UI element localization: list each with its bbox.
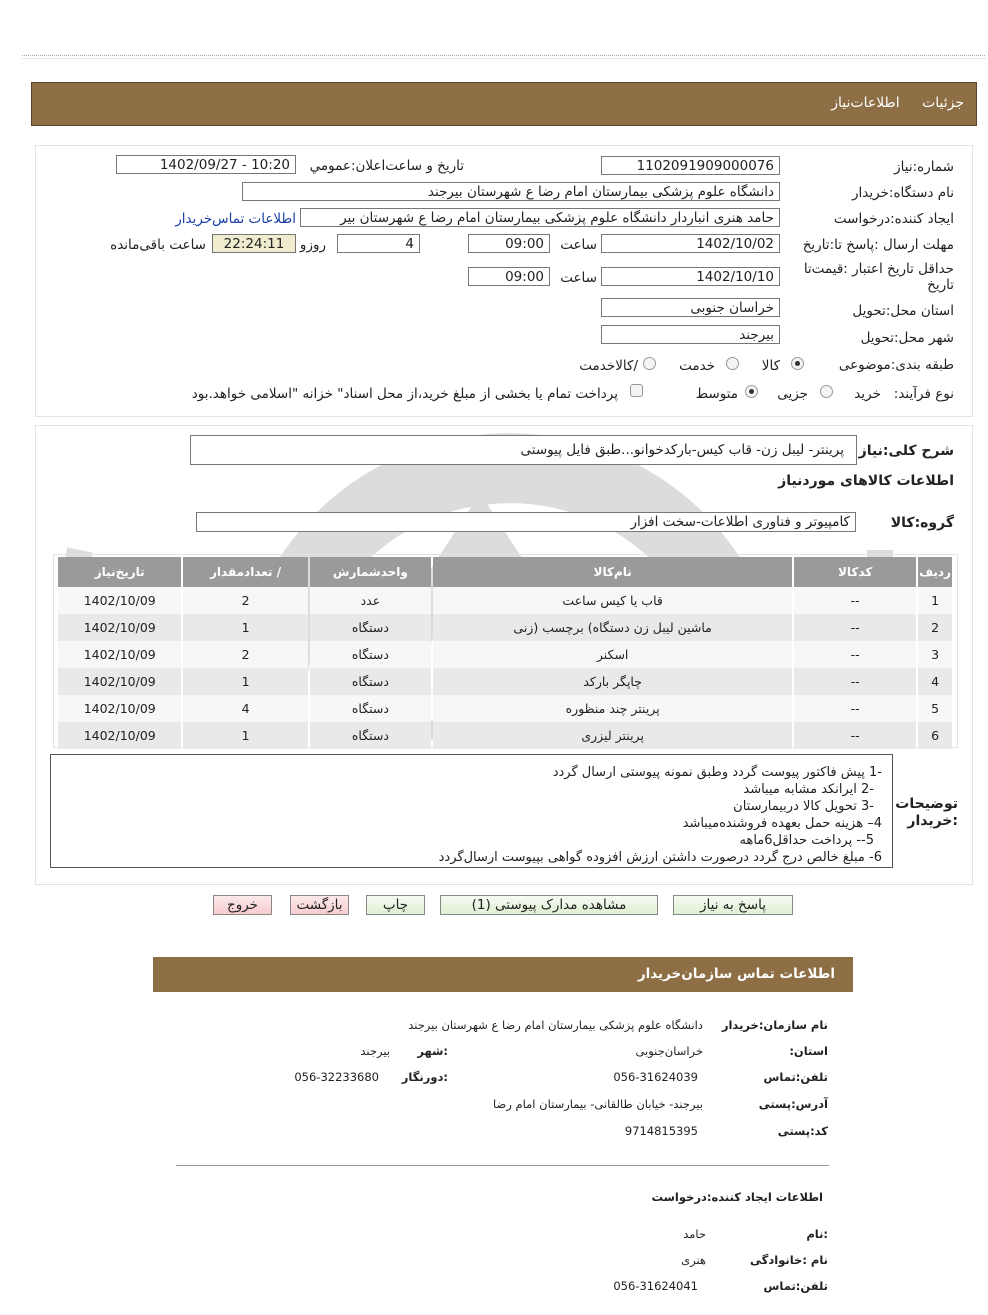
cell-date: 1402/10/09 [58,641,181,668]
cell-qty: 2 [183,641,307,668]
cell-qty: 2 [183,587,307,614]
contact-city-label: :شهر [417,1044,448,1058]
cell-name: پرینتر لیزری [433,722,792,749]
cell-name: اسکنر [433,641,792,668]
process-label: نوع فرآیند: خرید [854,386,954,402]
table-row [58,695,952,722]
reply-button[interactable]: پاسخ به نیاز [673,895,793,915]
cell-code: -- [794,695,916,722]
cell-code: -- [794,668,916,695]
deadline-label: مهلت ارسال :پاسخ تا:تاریخ [802,237,954,253]
deadline-time-field: 09:00 [468,234,550,253]
cell-name: پرینتر چند منظوره [433,695,792,722]
cell-code: -- [794,722,916,749]
goods-group-label: گروه:کالا [890,515,954,531]
buyer-field: دانشگاه علوم پزشکی بیمارستان امام رضا ع شهرستان بیرجند [242,182,780,201]
validity-label: حداقل تاریخ اعتبار :قیمت‌تا تاریخ [803,261,954,293]
cell-date: 1402/10/09 [58,614,181,641]
cell-unit: دستگاه [310,668,431,695]
table-row [58,587,952,614]
buyer-note-line: 6- مبلغ خالص درج گردد درصورت داشتن ارزش افزوده گواهی بپیوست ارسال‌گردد [438,850,882,865]
creator-info-title: اطلاعات ایجاد کننده:درخواست [651,1190,823,1204]
cell-row: 3 [918,641,952,668]
creator-phone-value: 056-31624041 [613,1279,698,1293]
treasury-payment-checkbox[interactable] [630,384,643,397]
tab-need-info[interactable]: اطلاعات‌نیاز [831,95,900,111]
cell-row: 6 [918,722,952,749]
category-goods-label: کالا [761,358,780,374]
buyer-note-line: -3 تحویل کالا دربیمارستان [733,799,874,814]
buyer-note-line: 5-- پرداخت حداقل6ماهه [739,833,874,848]
cell-name: چاپگر بارکد [433,668,792,695]
col-qty: / تعدادمقدار [183,557,307,587]
cell-unit: دستگاه [310,722,431,749]
cell-code: -- [794,641,916,668]
category-goods-service-label: /کالاخدمت [579,358,638,374]
contact-divider [176,1165,829,1166]
print-button[interactable]: چاپ [366,895,425,915]
cell-name: ماشین لیبل زن دستگاه) برچسب (زنی [433,614,792,641]
process-partial-radio[interactable] [820,385,833,398]
need-number-label: شماره:نیاز [894,159,954,175]
summary-field: پرینتر- لیبل زن- قاب کیس-بارکدخوانو...طبق فایل پیوستی [190,435,857,465]
contact-postal-value: 9714815395 [624,1124,698,1138]
cell-row: 2 [918,614,952,641]
col-code: کدکالا [794,557,916,587]
cell-row: 4 [918,668,952,695]
cell-code: -- [794,614,916,641]
cell-qty: 4 [183,695,307,722]
cell-date: 1402/10/09 [58,668,181,695]
cell-row: 5 [918,695,952,722]
buyer-note-line: -2 ایرانکد مشابه میباشد [743,782,874,797]
cell-unit: دستگاه [310,695,431,722]
cell-unit: دستگاه [310,614,431,641]
goods-info-title: اطلاعات کالاهای مورد‌نیاز [778,473,954,489]
need-number-field: 1102091909000076 [601,156,780,175]
cell-date: 1402/10/09 [58,587,181,614]
buyer-label: نام دستگاه:خریدار [851,185,954,201]
days-field: 4 [337,234,420,253]
cell-row: 1 [918,587,952,614]
creator-phone-label: تلفن:تماس [763,1279,828,1293]
remaining-time-field: 22:24:11 [212,234,296,253]
view-attachments-button[interactable]: مشاهده مدارک پیوستی (1) [440,895,658,915]
creator-label: ایجاد کننده:درخواست [833,211,954,227]
province-field: خراسان جنوبی [601,298,780,317]
tab-details[interactable]: جزئیات [922,95,964,111]
contact-postal-label: کد:پستی [777,1124,828,1138]
province-label: استان محل:تحویل [852,303,954,319]
category-goods-service-radio[interactable] [643,357,656,370]
cell-unit: عدد [310,587,431,614]
buyer-note-line: -1 پیش فاکتور پیوست گردد وطبق نمونه پیوستی ارسال گردد [552,765,882,780]
contact-province-label: استان: [789,1044,828,1058]
remaining-label: ساعت باقی‌مانده [110,237,206,253]
top-divider [22,55,985,56]
buyer-notes-box [50,754,893,868]
contact-address-label: آدرس:پستی [758,1097,828,1111]
header-bar [31,82,977,126]
validity-time-label: ساعت [560,270,597,286]
buyer-notes-label: توضیحات :خریدار [895,796,958,829]
contact-title: اطلاعات تماس سازمان‌خریدار [637,966,835,982]
creator-name-label: :نام [806,1227,828,1241]
col-date: تاریخ‌نیاز [58,557,181,587]
exit-button[interactable]: خروج [213,895,272,915]
buyer-note-line: 4– هزینه حمل بعهده فروشنده‌میباشد [682,816,882,831]
deadline-date-field: 1402/10/02 [601,234,780,253]
announce-label: تاریخ و ساعت‌اعلان:عمومي [309,158,464,174]
cell-date: 1402/10/09 [58,722,181,749]
creator-family-label: نام :خانوادگی [750,1253,828,1267]
goods-table [56,557,954,749]
announce-field: 1402/09/27 - 10:20 [116,155,296,174]
contact-fax-label: :دورنگار [401,1070,448,1084]
cell-qty: 1 [183,614,307,641]
contact-org-value: دانشگاه علوم پزشکی بیمارستان امام رضا ع شهرستان بیرجند [408,1018,703,1032]
category-goods-radio[interactable] [791,357,804,370]
back-button[interactable]: بازگشت [290,895,349,915]
process-partial-label: جزیی [777,386,808,402]
city-field: بیرجند [601,325,780,344]
goods-group-field: کامپیوتر و فناوری اطلاعات-سخت افزار [196,512,856,532]
contact-header-bar [153,957,853,992]
table-row [58,641,952,668]
cell-unit: دستگاه [310,641,431,668]
process-medium-radio[interactable] [745,385,758,398]
validity-time-field: 09:00 [468,267,550,286]
buyer-contact-link[interactable]: اطلاعات تماس‌خریدار [175,211,296,227]
cell-qty: 1 [183,722,307,749]
contact-fax-value: 056-32233680 [294,1070,379,1084]
contact-org-label: نام سازمان:خریدار [721,1018,828,1032]
creator-family-value: هنری [681,1253,706,1267]
category-service-radio[interactable] [726,357,739,370]
table-row [58,668,952,695]
creator-name-value: حامد [683,1227,706,1241]
top-divider-2 [22,58,985,59]
contact-city-value: بیرجند [360,1044,390,1058]
goods-table-header [58,557,952,587]
table-row [58,614,952,641]
city-label: شهر محل:تحویل [860,330,954,346]
col-unit: واحدشمارش [310,557,431,587]
col-name: نام‌کالا [433,557,792,587]
summary-label: شرح کلی:نیاز [858,443,954,459]
cell-qty: 1 [183,668,307,695]
col-row: ردیف [918,557,952,587]
category-service-label: خدمت [679,358,715,374]
cell-date: 1402/10/09 [58,695,181,722]
process-medium-label: متوسط [695,386,738,402]
table-row [58,722,952,749]
contact-phone-value: 056-31624039 [613,1070,698,1084]
contact-address-value: بیرجند- خیابان طالقانی- بیمارستان امام رضا [493,1097,703,1111]
cell-name: قاب یا کیس ساعت [433,587,792,614]
cell-code: -- [794,587,916,614]
contact-province-value: خراسان‌جنوبی [635,1044,703,1058]
deadline-time-label: ساعت [560,237,597,253]
contact-phone-label: تلفن:تماس [763,1070,828,1084]
creator-field: حامد هنری انباردار دانشگاه علوم پزشکی بیمارستان امام رضا ع شهرستان بیر [300,208,780,227]
days-label: روزو [299,237,326,253]
category-label: طبقه بندی:موضوعی [838,357,954,373]
treasury-payment-note: پرداخت تمام یا بخشی از مبلغ خرید،از محل اسناد" خزانه "اسلامی خواهد.بود [191,386,618,402]
validity-date-field: 1402/10/10 [601,267,780,286]
